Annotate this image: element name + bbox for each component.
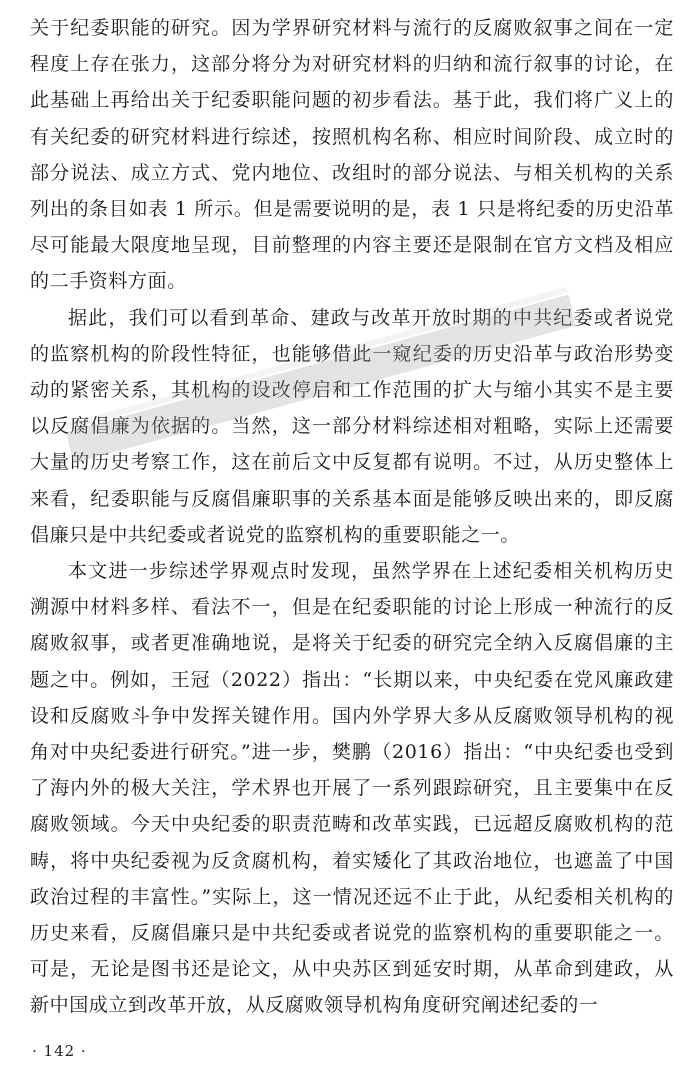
paragraph-2: 据此，我们可以看到革命、建政与改革开放时期的中共纪委或者说党的监察机构的阶段性特征，也能够借此一窥纪委的历史沿革与政治形势变动的紧密关系，其机构的设改停启和工作范围的扩大与缩小其实不是主要以反腐倡廉为依据的。当然，这一部分材料综述相对粗略，实际上还需要大量的历史考察工作，这在前后文中反复都有说明。不过，从历史整体上来看，纪委职能与反腐倡廉职事的关系基本面是能够反映出来的，即反腐倡廉只是中共纪委或者说党的监察机构的重要职能之一。 [30,306,674,546]
paragraph-1: 关于纪委职能的研究。因为学界研究材料与流行的反腐败叙事之间在一定程度上存在张力，这部分将分为对研究材料的归纳和流行叙事的讨论，在此基础上再给出关于纪委职能问题的初步看法。基于此，我们将广义上的有关纪委的研究材料进行综述，按照机构名称、相应时间阶段、成立时的部分说法、成立方式、党内地位、改组时的部分说法、与相关机构的关系列出的条目如表 1 所示。但是需要说明的是，表 1 只是将纪委的历史沿革尽可能最大限度地呈现，目前整理的内容主要还是限制在官方文档及相应的二手资料方面。 [30,17,674,293]
paragraph-3: 本文进一步综述学界观点时发现，虽然学界在上述纪委相关机构历史溯源中材料多样、看法不一，但是在纪委职能的讨论上形成一种流行的反腐败叙事，或者更准确地说，是将关于纪委的研究完全纳入反腐倡廉的主题之中。例如，王冠（2022）指出：“长期以来，中央纪委在党风廉政建设和反腐败斗争中发挥关键作用。国内外学界大多从反腐败领导机构的视角对中央纪委进行研究。”进一步，樊鹏（2016）指出：“中央纪委也受到了海内外的极大关注，学术界也开展了一系列跟踪研究，且主要集中在反腐败领域。今天中央纪委的职责范畴和改革实践，已远超反腐败机构的范畴，将中央纪委视为反贪腐机构，着实矮化了其政治地位，也遮盖了中国政治过程的丰富性。”实际上，这一情况还远不止于此，从纪委相关机构的历史来看，反腐倡廉只是中共纪委或者说党的监察机构的重要职能之一。可是，无论是图书还是论文，从中央苏区到延安时期，从革命到建政，从新中国成立到改革开放，从反腐败领导机构角度研究阐述纪委的一 [30,560,674,1017]
body-text [30,10,674,1024]
page-number: · 142 · [32,1042,87,1060]
